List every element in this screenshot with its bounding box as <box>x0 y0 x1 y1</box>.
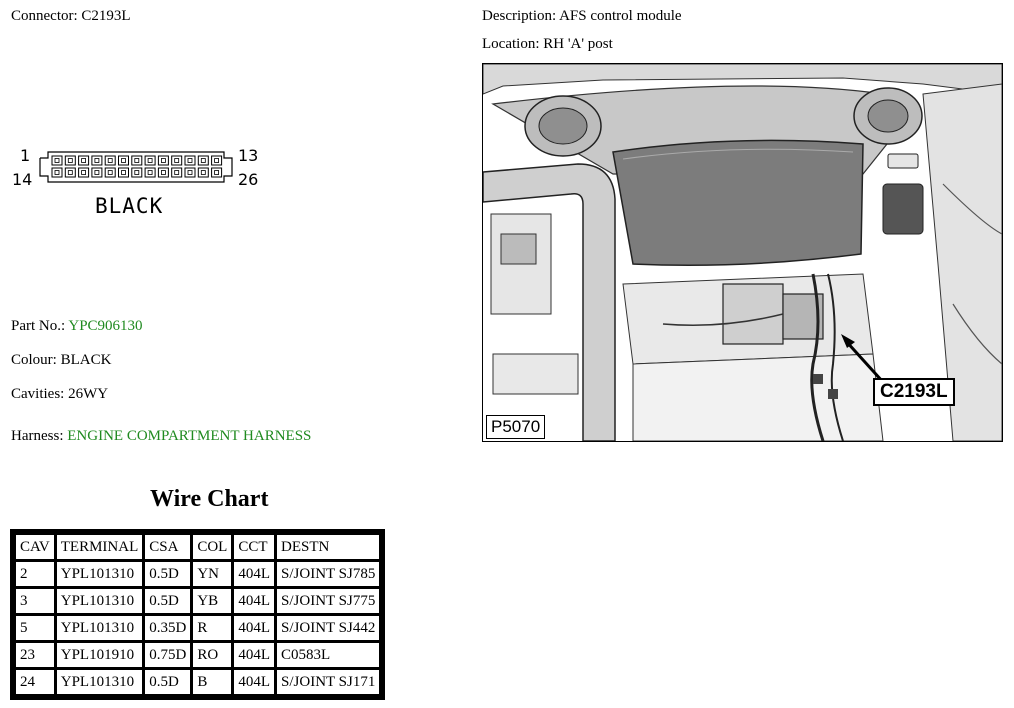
connector-cavity <box>119 156 129 165</box>
cell-cct: 404L <box>234 616 274 640</box>
harness-link[interactable]: ENGINE COMPARTMENT HARNESS <box>67 428 312 444</box>
connector-cavity <box>158 168 168 177</box>
connector-face-diagram <box>34 148 238 188</box>
connector-cavity <box>105 168 115 177</box>
cell-csa: 0.35D <box>145 616 190 640</box>
connector-value: C2193L <box>81 8 131 24</box>
cell-cct: 404L <box>234 562 274 586</box>
connector-line <box>11 8 131 25</box>
cavities-value: 26WY <box>68 386 109 402</box>
cell-destn: S/JOINT SJ442 <box>277 616 379 640</box>
illustration-code: P5070 <box>486 415 545 439</box>
part-no-label: Part No.: <box>11 318 66 334</box>
cell-col: R <box>193 616 231 640</box>
description-line <box>482 8 682 25</box>
connector-cavity <box>92 168 102 177</box>
table-row <box>16 616 379 640</box>
connector-cavity <box>198 168 208 177</box>
connector-cavity <box>52 156 62 165</box>
cell-csa: 0.75D <box>145 643 190 667</box>
pin-label-13: 13 <box>238 146 259 165</box>
cell-col: B <box>193 670 231 694</box>
table-row <box>16 562 379 586</box>
cell-cav: 5 <box>16 616 54 640</box>
header-cct: CCT <box>234 535 274 559</box>
connector-color-label: BLACK <box>95 194 164 218</box>
connector-cavity <box>79 168 89 177</box>
cavities-line <box>11 386 108 403</box>
part-no-line <box>11 318 143 335</box>
pin-label-14: 14 <box>12 170 33 189</box>
description-value: AFS control module <box>559 8 682 24</box>
description-label: Description: <box>482 8 557 24</box>
connector-cavity <box>65 168 75 177</box>
location-value: RH 'A' post <box>543 36 613 52</box>
cell-col: YB <box>193 589 231 613</box>
cavities-label: Cavities: <box>11 386 65 402</box>
header-col: COL <box>193 535 231 559</box>
connector-cavity <box>212 156 222 165</box>
table-header-row <box>16 535 379 559</box>
header-destn: DESTN <box>277 535 379 559</box>
cell-cct: 404L <box>234 589 274 613</box>
cell-destn: S/JOINT SJ171 <box>277 670 379 694</box>
harness-line <box>11 428 311 445</box>
cell-col: YN <box>193 562 231 586</box>
header-cav: CAV <box>16 535 54 559</box>
connector-cavity <box>212 168 222 177</box>
connector-cavity <box>65 156 75 165</box>
part-no-link[interactable]: YPC906130 <box>68 318 143 334</box>
table-row <box>16 643 379 667</box>
connector-cavity <box>79 156 89 165</box>
cell-cav: 24 <box>16 670 54 694</box>
colour-label: Colour: <box>11 352 57 368</box>
wire-chart-title: Wire Chart <box>150 486 269 512</box>
connector-cavity <box>172 156 182 165</box>
cell-destn: S/JOINT SJ775 <box>277 589 379 613</box>
connector-cavity <box>172 168 182 177</box>
cell-terminal: YPL101310 <box>57 562 143 586</box>
harness-label: Harness: <box>11 428 64 444</box>
connector-cavity <box>145 156 155 165</box>
cell-terminal: YPL101310 <box>57 670 143 694</box>
header-terminal: TERMINAL <box>57 535 143 559</box>
header-csa: CSA <box>145 535 190 559</box>
pin-label-26: 26 <box>238 170 259 189</box>
cell-destn: S/JOINT SJ785 <box>277 562 379 586</box>
cell-terminal: YPL101910 <box>57 643 143 667</box>
table-row <box>16 589 379 613</box>
connector-cavity <box>145 168 155 177</box>
location-label: Location: <box>482 36 540 52</box>
connector-label: Connector: <box>11 8 78 24</box>
connector-cavity <box>132 156 142 165</box>
connector-cavity <box>185 168 195 177</box>
cell-cav: 23 <box>16 643 54 667</box>
connector-cavity <box>132 168 142 177</box>
cell-csa: 0.5D <box>145 589 190 613</box>
colour-line <box>11 352 111 369</box>
connector-cavity <box>105 156 115 165</box>
cell-terminal: YPL101310 <box>57 589 143 613</box>
location-line <box>482 36 613 53</box>
pin-label-1: 1 <box>20 146 31 165</box>
wire-chart-table <box>10 529 385 700</box>
cell-destn: C0583L <box>277 643 379 667</box>
cell-cct: 404L <box>234 643 274 667</box>
table-row <box>16 670 379 694</box>
connector-cavity <box>158 156 168 165</box>
cell-cav: 3 <box>16 589 54 613</box>
cell-csa: 0.5D <box>145 562 190 586</box>
cell-cct: 404L <box>234 670 274 694</box>
connector-cavity <box>119 168 129 177</box>
cell-csa: 0.5D <box>145 670 190 694</box>
connector-cavity <box>92 156 102 165</box>
connector-cavity <box>185 156 195 165</box>
cell-terminal: YPL101310 <box>57 616 143 640</box>
cell-col: RO <box>193 643 231 667</box>
connector-callout-label: C2193L <box>873 378 955 406</box>
connector-cavity <box>198 156 208 165</box>
connector-cavity <box>52 168 62 177</box>
colour-value: BLACK <box>60 352 112 368</box>
cell-cav: 2 <box>16 562 54 586</box>
